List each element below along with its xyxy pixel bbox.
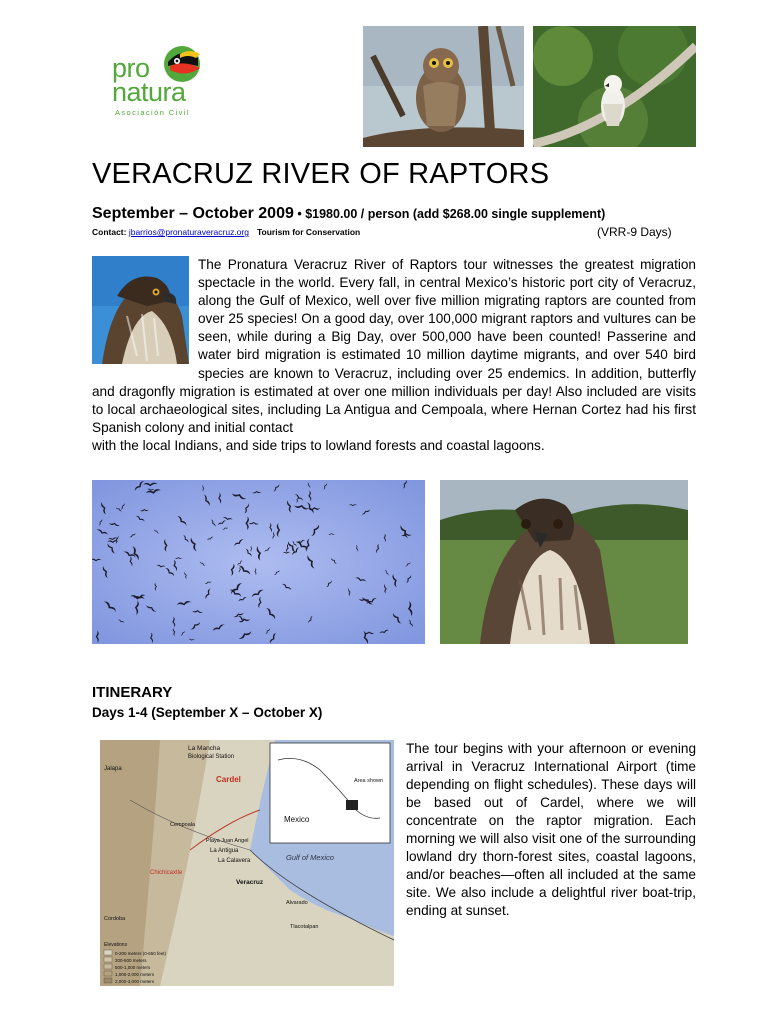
map-label: Playa Juan Angel <box>206 838 249 844</box>
legend-entry: 0-200 meters (0-650 feet) <box>115 951 167 956</box>
legend-swatch <box>104 971 112 976</box>
itinerary-heading: ITINERARY <box>92 684 173 701</box>
intro-text-tail: with the local Indians, and side trips to lowland forests and coastal lagoons. <box>92 437 545 453</box>
map-label: Cempoala <box>170 822 196 828</box>
map-label: Gulf of Mexico <box>286 853 334 862</box>
contact-label: Contact: <box>92 227 129 237</box>
contact-line <box>92 227 360 237</box>
map-label: Veracruz <box>236 879 264 886</box>
map-label: La Mancha <box>188 745 221 752</box>
map-label: Jalapa <box>104 766 122 772</box>
veracruz-map <box>100 740 394 986</box>
intro-photo-space <box>92 256 198 366</box>
pronatura-logo <box>112 44 212 124</box>
legend-entry: 200-500 meters <box>115 958 147 963</box>
logo-wordmark <box>112 53 186 107</box>
map-legend-title: Elevations <box>104 942 128 948</box>
logo-subtitle: Asociación Civil <box>115 108 190 117</box>
logo-line2: natura <box>112 77 186 107</box>
falcon-photo <box>440 480 688 644</box>
map-label: Biological Station <box>188 754 235 760</box>
itinerary-days: Days 1-4 (September X – October X) <box>92 705 323 720</box>
tour-dates-price <box>92 205 605 223</box>
map-label: Cordoba <box>104 916 126 922</box>
intro-text: The Pronatura Veracruz River of Raptors tour witnesses the greatest migration spectacle in the world. Every fall, in central Mexico’s historic port city of Veracruz, along the Gulf of Mexico, well over five million migrating raptors are counted from over 25 species! On a good day, over 100,000 migrant raptors and vultures can be seen, while during a Big Day, over 500,000 have been counted! Passerine and water bird migration is estimated 10 million daytime migrants, and over 540 bird species are known to Veracruz, including over 25 endemics. In addition, butterfly and dragonfly migration is estimated at over one million individuals per day! Also included are visits to local archaeological sites, including La Antigua and Cempoala, where Hernan Cortez had his first Spanish colony and initial contact <box>92 257 696 435</box>
contact-email-link[interactable]: jbarrios@pronaturaveracruz.org <box>128 227 249 237</box>
legend-entry: 500-1,000 meters <box>115 965 151 970</box>
legend-swatch <box>104 957 112 962</box>
map-label: Area shown <box>354 778 384 784</box>
legend-entry: 2,000-3,000 meters <box>115 979 155 984</box>
raptor-migration-sky-photo <box>92 480 425 644</box>
map-label: La Calavera <box>218 858 251 864</box>
page-title: VERACRUZ RIVER OF RAPTORS <box>92 158 550 190</box>
owl-photo <box>363 26 524 147</box>
intro-paragraph <box>92 256 696 455</box>
legend-swatch <box>104 964 112 969</box>
tour-dates: September – October 2009 <box>92 205 294 222</box>
tour-price: • $1980.00 / person (add $268.00 single supplement) <box>293 207 606 221</box>
tour-code: (VRR-9 Days) <box>597 225 672 239</box>
hawk-on-branch-photo <box>533 26 696 147</box>
map-label: La Antigua <box>210 848 239 854</box>
map-label: Cardel <box>216 775 241 784</box>
legend-entry: 1,000-2,000 meters <box>115 972 155 977</box>
map-label: Tlacotalpan <box>290 924 319 930</box>
logo-line1: pro <box>112 53 150 83</box>
legend-swatch <box>104 978 112 983</box>
itinerary-text: The tour begins with your afternoon or evening arrival in Veracruz International Airport (time depending on flight schedules). These days will be based out of Cardel, where we will concentrate on the raptor migration. Each morning we will also visit one of the surrounding lowland dry thorn-forest sites, coastal lagoons, and/or beaches—often all included at the same site. We also include a delightful river boat-trip, ending at sunset. <box>406 741 696 918</box>
map-label: Alvarado <box>286 900 308 906</box>
tourism-label: Tourism for Conservation <box>256 227 361 237</box>
legend-swatch <box>104 950 112 955</box>
map-label: Mexico <box>284 815 310 824</box>
map-label: Chichicaxtle <box>150 870 183 876</box>
